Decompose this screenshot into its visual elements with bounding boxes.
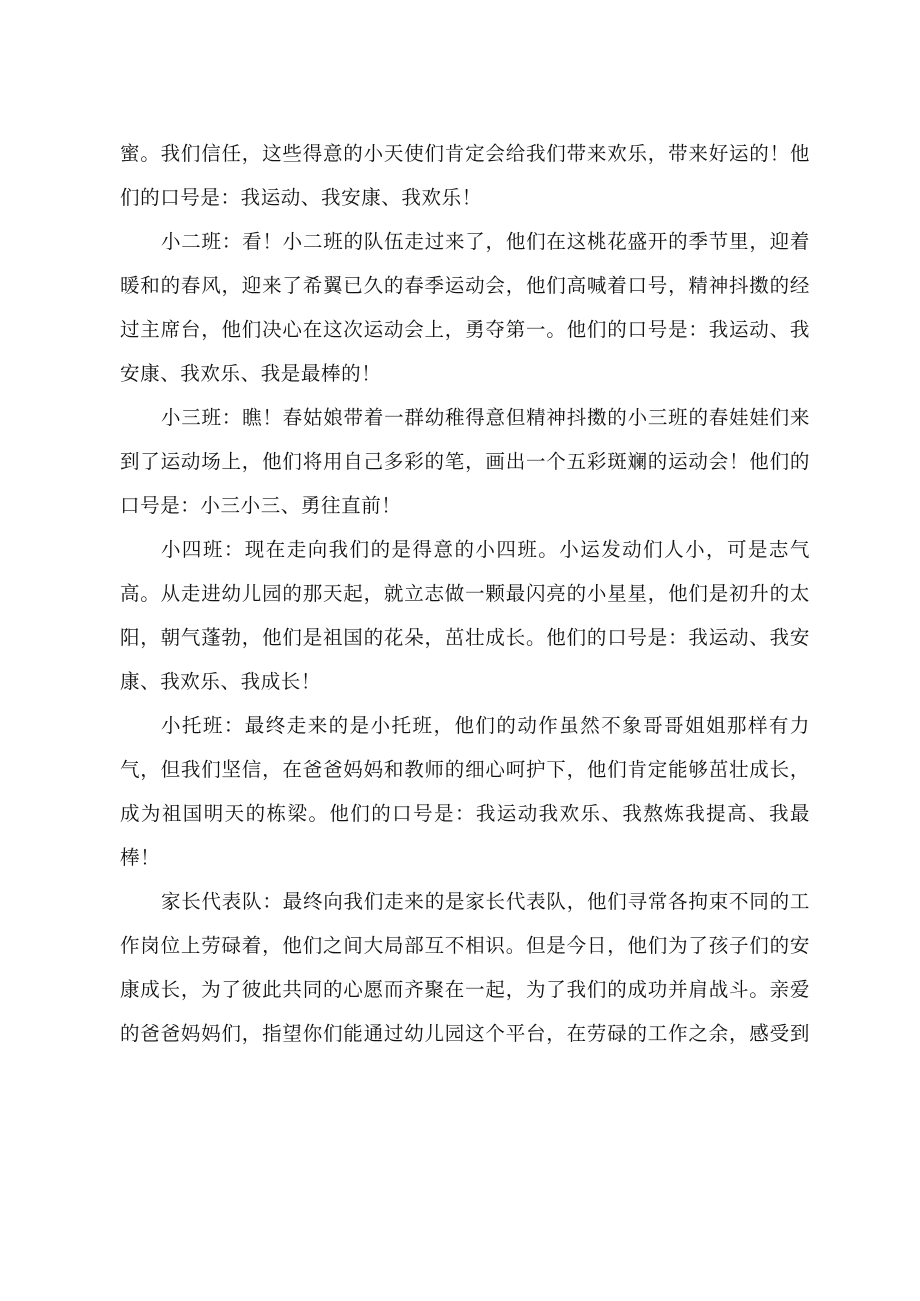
text-line: 暖和的春风，迎来了希翼已久的春季运动会，他们高喊着口号，精神抖擞的经 xyxy=(120,274,810,297)
text-line: 气，但我们坚信，在爸爸妈妈和教师的细心呵护下，他们肯定能够茁壮成长， xyxy=(120,758,810,781)
paragraph-class-2 xyxy=(120,220,810,396)
text-line: 过主席台，他们决心在这次运动会上，勇夺第一。他们的口号是：我运动、我 xyxy=(120,318,810,341)
text-line: 作岗位上劳碌着，他们之间大局部互不相识。但是今日，他们为了孩子们的安 xyxy=(120,934,810,957)
text-line: 的爸爸妈妈们，指望你们能通过幼儿园这个平台，在劳碌的工作之余，感受到 xyxy=(120,1022,810,1045)
text-line: 口号是：小三小三、勇往直前！ xyxy=(120,494,402,517)
paragraph-continuation xyxy=(120,132,810,220)
text-line: 小托班：最终走来的是小托班，他们的动作虽然不象哥哥姐姐那样有力 xyxy=(160,714,810,737)
text-line: 到了运动场上，他们将用自己多彩的笔，画出一个五彩斑斓的运动会！他们的 xyxy=(120,450,810,473)
text-line: 家长代表队：最终向我们走来的是家长代表队，他们寻常各拘束不同的工 xyxy=(160,890,810,913)
text-line: 棒！ xyxy=(120,846,161,869)
paragraph-class-4 xyxy=(120,528,810,704)
text-line: 蜜。我们信任，这些得意的小天使们肯定会给我们带来欢乐，带来好运的！他 xyxy=(120,142,810,165)
document-body xyxy=(120,132,810,1056)
text-line: 康、我欢乐、我成长！ xyxy=(120,670,322,693)
text-line: 成为祖国明天的栋梁。他们的口号是：我运动我欢乐、我熬炼我提高、我最 xyxy=(120,802,810,825)
text-line: 阳，朝气蓬勃，他们是祖国的花朵，茁壮成长。他们的口号是：我运动、我安 xyxy=(120,626,810,649)
text-line: 康成长，为了彼此共同的心愿而齐聚在一起，为了我们的成功并肩战斗。亲爱 xyxy=(120,978,810,1001)
text-line: 安康、我欢乐、我是最棒的！ xyxy=(120,362,382,385)
text-line: 小二班：看！小二班的队伍走过来了，他们在这桃花盛开的季节里，迎着 xyxy=(160,230,810,253)
paragraph-toddler-class xyxy=(120,704,810,880)
paragraph-class-3 xyxy=(120,396,810,528)
text-line: 们的口号是：我运动、我安康、我欢乐！ xyxy=(120,186,482,209)
text-line: 小四班：现在走向我们的是得意的小四班。小运发动们人小，可是志气 xyxy=(160,538,810,561)
text-line: 高。从走进幼儿园的那天起，就立志做一颗最闪亮的小星星，他们是初升的太 xyxy=(120,582,810,605)
text-line: 小三班：瞧！春姑娘带着一群幼稚得意但精神抖擞的小三班的春娃娃们来 xyxy=(160,406,810,429)
paragraph-parents-team xyxy=(120,880,810,1056)
